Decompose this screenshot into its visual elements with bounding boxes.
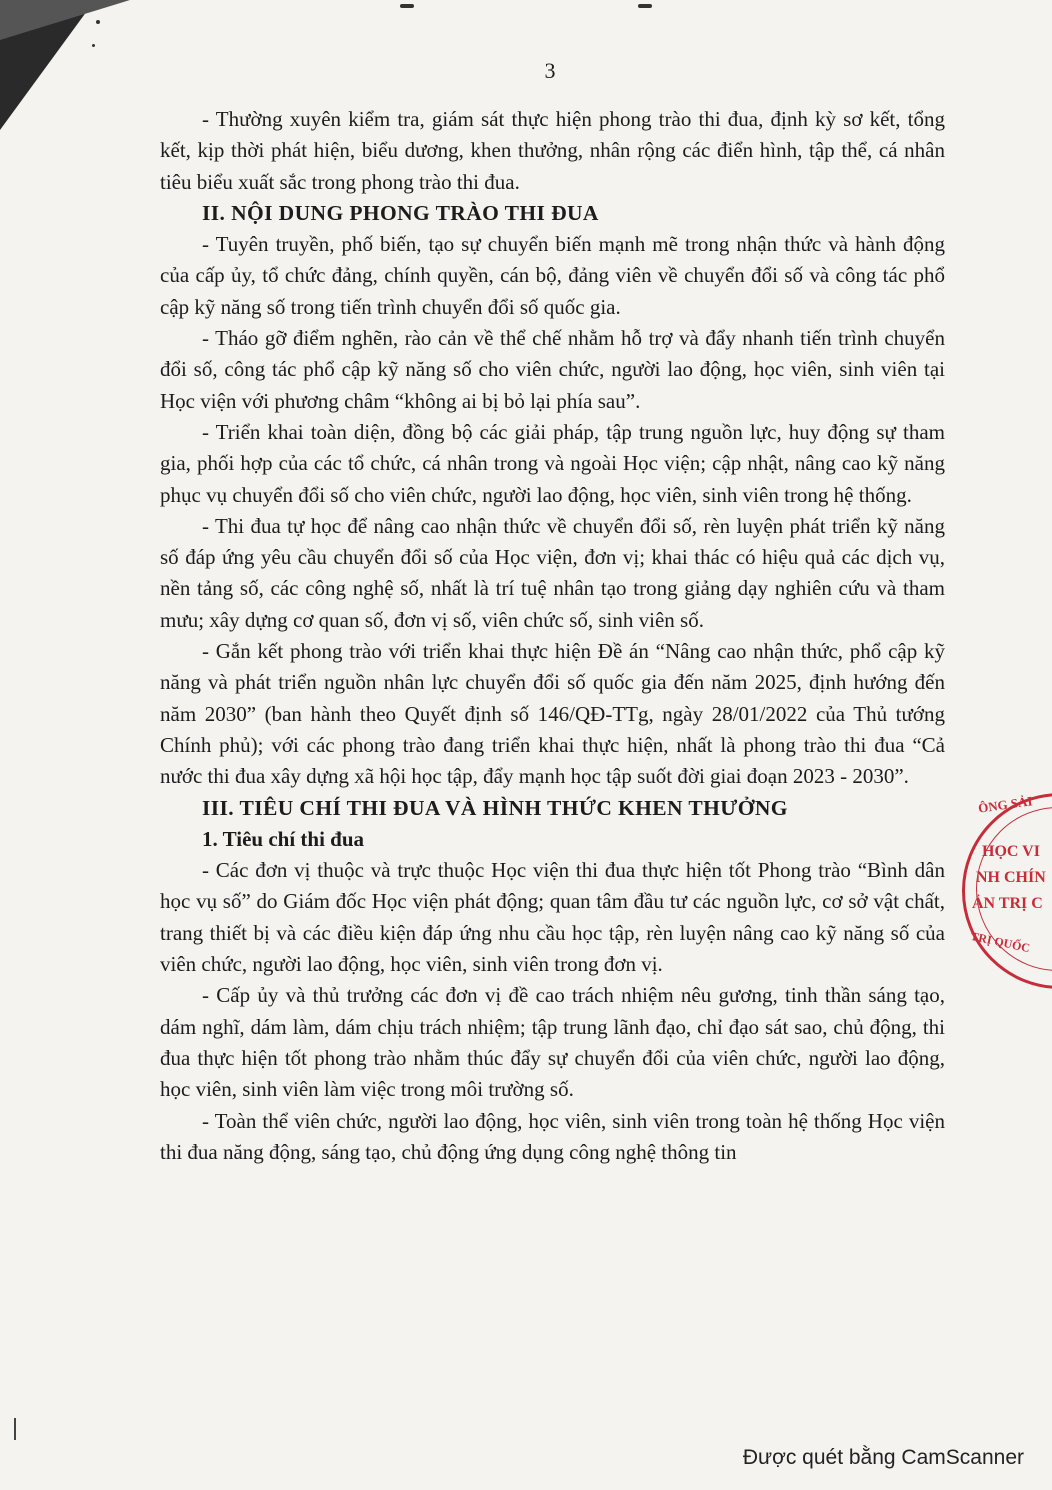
paragraph: - Tuyên truyền, phố biến, tạo sự chuyển biến mạnh mẽ trong nhận thức và hành động của cấp ủy, tổ chức đảng, chính quyền, cán bộ, đảng viên về chuyển đổi số và công tác phổ cập kỹ năng số trong tiến trình chuyển đổi số quốc gia. <box>160 232 945 319</box>
seal-text: ÔNG SẢI <box>977 793 1034 816</box>
paragraph: - Cấp ủy và thủ trưởng các đơn vị đề cao trách nhiệm nêu gương, tinh thần sáng tạo, dám nghĩ, dám làm, dám chịu trách nhiệm; tập trung lãnh đạo, chỉ đạo sát sao, chủ động, thi đua thực hiện tốt phong trào nhằm thúc đẩy sự chuyển đổi của viên chức, người lao động, học viên, sinh viên làm việc trong môi trường số. <box>160 983 945 1102</box>
seal-text: NH CHÍN <box>976 869 1046 886</box>
scan-corner-shadow-edge <box>0 0 130 40</box>
scan-margin-mark <box>14 1418 16 1440</box>
seal-text: TRỊ QUỐC <box>969 928 1032 956</box>
paragraph: - Gắn kết phong trào với triển khai thực hiện Đề án “Nâng cao nhận thức, phổ cập kỹ năng và phát triển nguồn nhân lực chuyển đổi số quốc gia đến năm 2025, định hướng đến năm 2030” (ban hành theo Quyết định số 146/QĐ-TTg, ngày 28/01/2022 của Thủ tướng Chính phủ); với các phong trào đang triển khai thực hiện, nhất là phong trào thi đua “Cả nước thi đua xây dựng xã hội học tập, đẩy mạnh học tập suốt đời giai đoạn 2023 - 2030”. <box>160 639 945 789</box>
seal-text: HỌC VI <box>982 843 1040 860</box>
scan-speck <box>92 44 95 47</box>
paragraph: - Toàn thể viên chức, người lao động, học viên, sinh viên trong toàn hệ thống Học viện thi đua năng động, sáng tạo, chủ động ứng dụng công nghệ thông tin <box>160 1108 945 1164</box>
seal-text: ẢN TRỊ C <box>972 895 1043 912</box>
official-seal-stamp <box>962 775 1052 990</box>
paragraph: - Các đơn vị thuộc và trực thuộc Học viện thi đua thực hiện tốt Phong trào “Bình dân học vụ số” do Giám đốc Học viện phát động; quan tâm đầu tư các nguồn lực, cơ sở vật chất, trang thiết bị và các điều kiện đáp ứng nhu cầu học tập, rèn luyện nâng cao kỹ năng số của viên chức, người lao động, học viên, sinh viên trong đơn vị. <box>160 858 945 977</box>
subsection-heading-criteria: 1. Tiêu chí thi đua <box>202 826 365 851</box>
page-number: 3 <box>544 58 556 83</box>
section-heading-content: II. NỘI DUNG PHONG TRÀO THI ĐUA <box>202 200 599 225</box>
document-body <box>160 104 945 1168</box>
scan-speck <box>638 4 652 8</box>
section-heading-criteria: III. TIÊU CHÍ THI ĐUA VÀ HÌNH THỨC KHEN THƯỞNG <box>202 795 788 820</box>
camscanner-watermark: Được quét bằng CamScanner <box>742 1446 1024 1469</box>
scan-speck <box>400 4 414 8</box>
paragraph: - Thi đua tự học để nâng cao nhận thức về chuyển đổi số, rèn luyện phát triển kỹ năng số đáp ứng yêu cầu chuyển đổi số của Học viện, đơn vị; khai thác có hiệu quả các dịch vụ, nền tảng số, các công nghệ số, nhất là trí tuệ nhân tạo trong giảng dạy nghiên cứu và tham mưu; xây dựng cơ quan số, đơn vị số, viên chức số, sinh viên số. <box>160 513 945 632</box>
paragraph: - Tháo gỡ điểm nghẽn, rào cản về thể chế nhằm hỗ trợ và đẩy nhanh tiến trình chuyển đổi số, công tác phổ cập kỹ năng số cho viên chức, người lao động, học viên, sinh viên tại Học viện với phương châm “không ai bị bỏ lại phía sau”. <box>160 326 945 413</box>
scan-speck <box>96 20 100 24</box>
paragraph-monitoring: - Thường xuyên kiểm tra, giám sát thực hiện phong trào thi đua, định kỳ sơ kết, tổng kết, kịp thời phát hiện, biểu dương, khen thưởng, nhân rộng các điển hình, tập thể, cá nhân tiêu biểu xuất sắc trong phong trào thi đua. <box>160 107 945 194</box>
paragraph: - Triển khai toàn diện, đồng bộ các giải pháp, tập trung nguồn lực, huy động sự tham gia, phối hợp của các tổ chức, cá nhân trong và ngoài Học viện; cập nhật, nâng cao kỹ năng phục vụ chuyển đổi số cho viên chức, người lao động, học viên, sinh viên trong hệ thống. <box>160 419 945 507</box>
